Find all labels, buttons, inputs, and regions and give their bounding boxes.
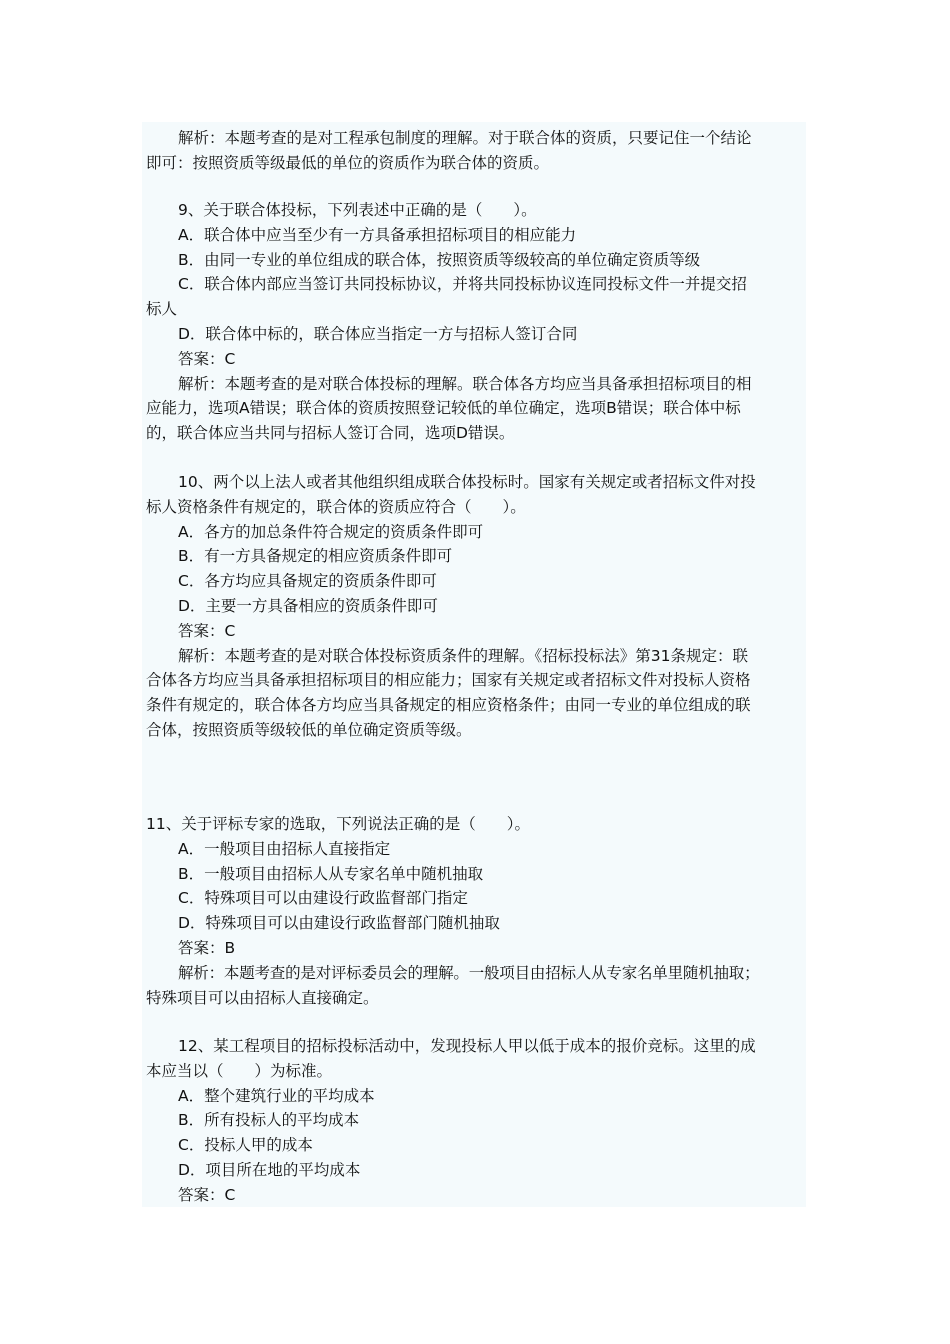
- option-c-continued: 标人: [146, 300, 178, 319]
- analysis-line: 的，联合体应当共同与招标人签订合同，选项D错误。: [146, 424, 515, 443]
- option-b: B．所有投标人的平均成本: [178, 1111, 360, 1130]
- option-a: A．各方的加总条件符合规定的资质条件即可: [178, 522, 484, 541]
- analysis-line: 合体，按照资质等级较低的单位确定资质等级。: [146, 720, 472, 739]
- answer: 答案：C: [178, 349, 236, 368]
- analysis-line: 特殊项目可以由招标人直接确定。: [146, 988, 379, 1007]
- option-c: C．各方均应具备规定的资质条件即可: [178, 572, 437, 591]
- question-11: [146, 812, 806, 1010]
- question-stem: 10、两个以上法人或者其他组织组成联合体投标时。国家有关规定或者招标文件对投: [178, 473, 756, 491]
- question-12: [146, 1034, 806, 1208]
- option-d: D．项目所在地的平均成本: [178, 1160, 361, 1179]
- q8-analysis-block: [146, 126, 806, 176]
- answer: 答案：C: [178, 621, 236, 640]
- option-c: C．投标人甲的成本: [178, 1136, 313, 1155]
- analysis-line: 合体各方均应当具备承担招标项目的相应能力；国家有关规定或者招标文件对投标人资格: [146, 671, 751, 690]
- q8-analysis-line: 解析：本题考查的是对工程承包制度的理解。对于联合体的资质，只要记住一个结论: [178, 129, 752, 147]
- analysis-line: 解析：本题考查的是对联合体投标资质条件的理解。《招标投标法》第31条规定：联: [178, 646, 748, 665]
- option-c: C．联合体内部应当签订共同投标协议，并将共同投标协议连同投标文件一并提交招: [178, 275, 747, 294]
- option-a: A．联合体中应当至少有一方具备承担招标项目的相应能力: [178, 225, 577, 244]
- option-b: B．由同一专业的单位组成的联合体，按照资质等级较高的单位确定资质等级: [178, 250, 701, 269]
- answer: 答案：B: [178, 938, 236, 957]
- analysis-line: 解析：本题考查的是对评标委员会的理解。一般项目由招标人从专家名单里随机抽取；: [178, 963, 760, 982]
- option-d: D．主要一方具备相应的资质条件即可: [178, 596, 438, 615]
- analysis-line: 条件有规定的，联合体各方均应当具备规定的相应资格条件；由同一专业的单位组成的联: [146, 696, 751, 715]
- question-stem: 11、关于评标专家的选取，下列说法正确的是（ ）。: [146, 815, 530, 833]
- option-a: A．整个建筑行业的平均成本: [178, 1086, 375, 1105]
- analysis-line: 应能力，选项A错误；联合体的资质按照登记较低的单位确定，选项B错误；联合体中标: [146, 399, 741, 418]
- option-b: B．有一方具备规定的相应资质条件即可: [178, 547, 453, 566]
- option-a: A．一般项目由招标人直接指定: [178, 839, 391, 858]
- option-c: C．特殊项目可以由建设行政监督部门指定: [178, 889, 468, 908]
- question-stem: 12、某工程项目的招标投标活动中，发现投标人甲以低于成本的报价竞标。这里的成: [178, 1037, 756, 1055]
- question-stem: 9、关于联合体投标，下列表述中正确的是（ ）。: [178, 201, 537, 219]
- question-9: [146, 198, 806, 446]
- option-d: D．特殊项目可以由建设行政监督部门随机抽取: [178, 914, 500, 933]
- answer: 答案：C: [178, 1185, 236, 1204]
- question-10: [146, 470, 806, 743]
- q8-analysis-line: 即可：按照资质等级最低的单位的资质作为联合体的资质。: [146, 153, 550, 172]
- analysis-line: 解析：本题考查的是对联合体投标的理解。联合体各方均应当具备承担招标项目的相: [178, 374, 752, 393]
- option-d: D．联合体中标的，联合体应当指定一方与招标人签订合同: [178, 324, 578, 343]
- question-stem-continued: 本应当以（ ）为标准。: [146, 1061, 333, 1080]
- question-stem-continued: 标人资格条件有规定的，联合体的资质应符合（ ）。: [146, 497, 526, 516]
- option-b: B．一般项目由招标人从专家名单中随机抽取: [178, 864, 484, 883]
